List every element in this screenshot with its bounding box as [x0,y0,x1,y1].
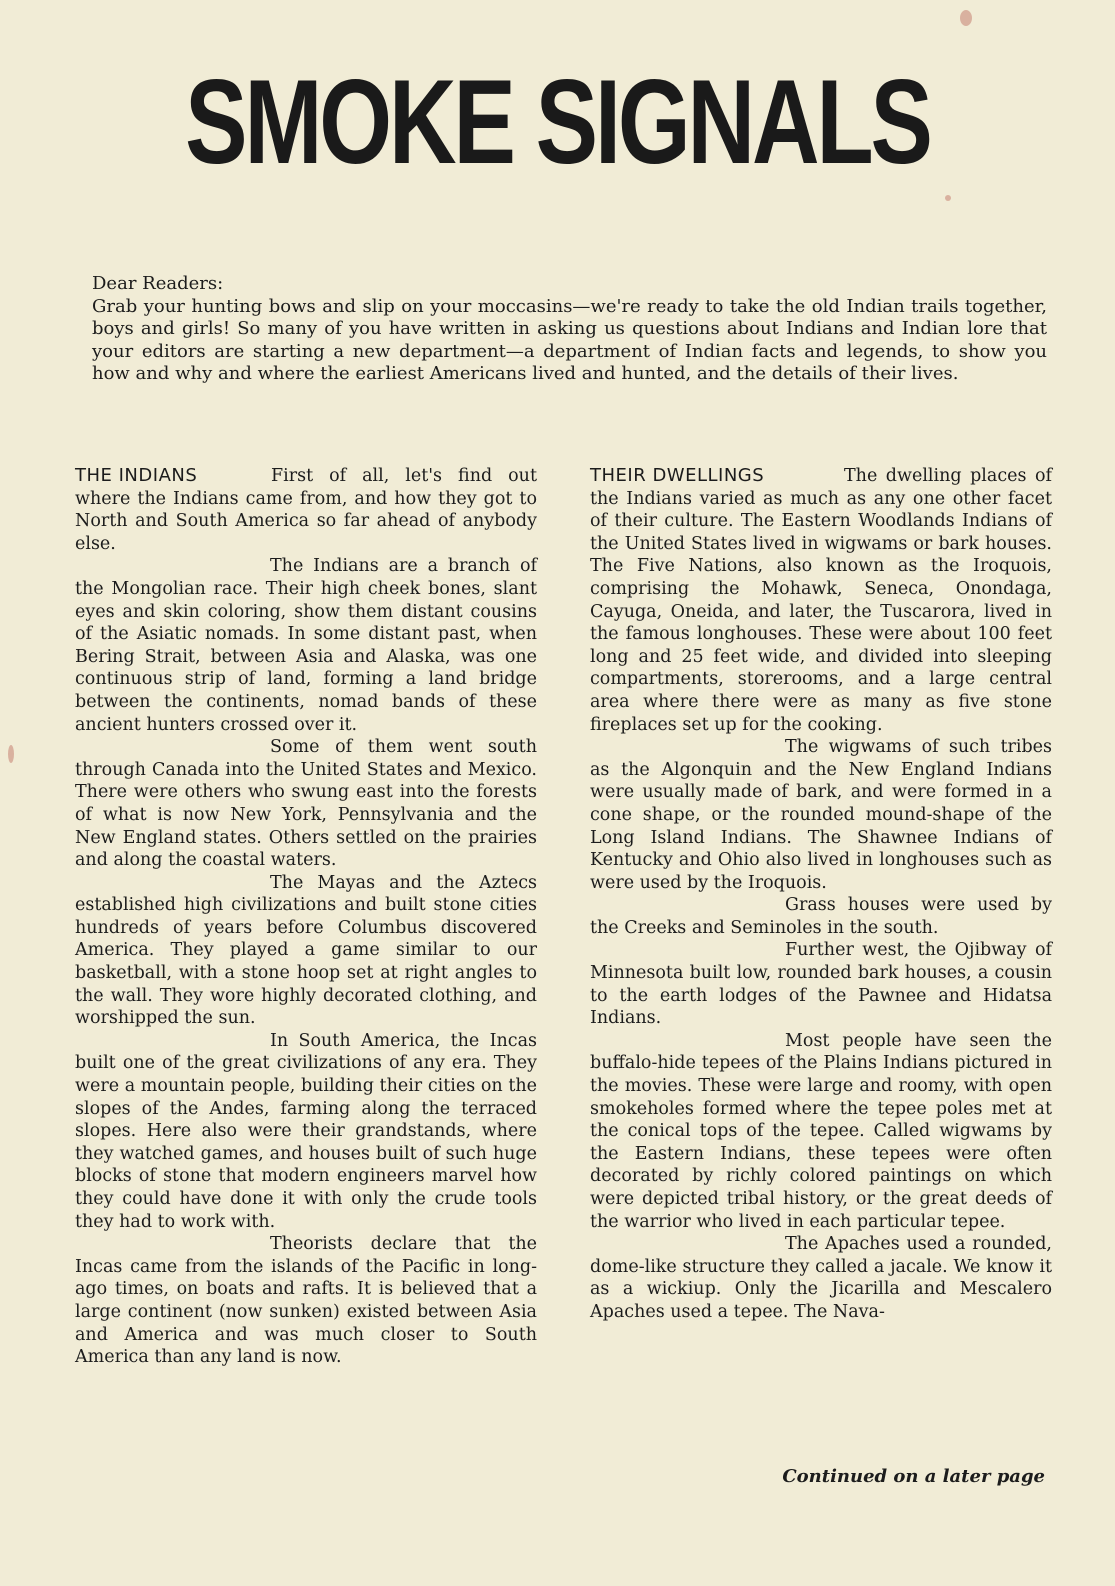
paragraph: Further west, the Ojibway of Minnesota built low, rounded bark houses, a cousin to the earth lodges of the Pawnee and Hidatsa Indians. [590,940,1052,1029]
section-heading-dwellings: THEIR DWELLINGS [590,465,765,486]
paragraph: The Mayas and the Aztecs established high civilizations and built stone cities hundreds of years before Columbus discovered America. They played a game similar to our basketball, with a stone hoop set at right angles to the wall. They wore highly decorated clothing, and worshipped the sun. [75,872,537,1029]
page-title: SMOKE SIGNALS [185,55,930,189]
paragraph: The Indians are a branch of the Mongolian race. Their high cheek bones, slant eyes and skin coloring, show them distant cousins of the Asiatic nomads. In some distant past, when Bering Strait, between Asia and Alaska, was one continuous strip of land, forming a land bridge between the continents, nomad bands of these ancient hunters crossed over it. [75,556,537,735]
intro-letter [92,273,1047,386]
paragraph: Some of them went south through Canada into the United States and Mexico. There were others who swung east into the forests of what is now New York, Pennsylvania and the New England states. Others settled on the prairies and along the coastal waters. [75,737,537,871]
print-speck [945,195,951,201]
paragraph: The wigwams of such tribes as the Algonquin and the New England Indians were usually made of bark, and were formed in a cone shape, or the rounded mound-shape of the Long Island Indians. The Shawnee Indians of Kentucky and Ohio also lived in longhouses such as were used by the Iroquois. [590,737,1052,893]
salutation: Dear Readers: [92,273,224,294]
paragraph: Theorists declare that the Incas came from the islands of the Pacific in long-ago times, on boats and rafts. It is believed that a large continent (now sunken) existed between Asia and America and was much closer to South America than any land is now. [75,1234,537,1368]
intro-body: Grab your hunting bows and slip on your moccasins—we're ready to take the old Indian trails together, boys and girls! So many of you have written in asking us questions about Indians and Indian lore that your editors are starting a new department—a department of Indian facts and legends, to show you how and why and where the earliest Americans lived and hunted, and the details of their lives. [92,295,1047,384]
paragraph: Most people have seen the buffalo-hide tepees of the Plains Indians pictured in the movies. These were large and roomy, with open smokeholes formed where the tepee poles met at the conical tops of the tepee. Called wigwams by the Eastern Indians, these tepees were often decorated by richly colored paintings on which were depicted tribal history, or the great deeds of the warrior who lived in each particular tepee. [590,1030,1052,1232]
paragraph: Grass houses were used by the Creeks and Seminoles in the south. [590,895,1052,938]
paragraph: First of all, let's find out where the Indians came from, and how they got to North and South America so far ahead of anybody else. [75,466,537,554]
section-heading-indians: THE INDIANS [75,465,198,486]
left-column [75,465,537,1369]
paragraph: In South America, the Incas built one of the great civilizations of any era. They were a mountain people, building their cities on the slopes of the Andes, farming along the terraced slopes. Here also were their grandstands, where they watched games, and houses built of such huge blocks of stone that modern engineers marvel how they could have done it with only the crude tools they had to work with. [75,1030,537,1232]
print-speck [8,745,14,763]
right-column [590,465,1052,1324]
paragraph: The dwelling places of the Indians varied as much as any one other facet of their culture. The Eastern Woodlands Indians of the United States lived in wigwams or bark houses. The Five Nations, also known as the Iroquois, comprising the Mohawk, Seneca, Onondaga, Cayuga, Oneida, and later, the Tuscarora, lived in the famous longhouses. These were about 100 feet long and 25 feet wide, and divided into sleeping compartments, storerooms, and a large central area where there were as many as five stone fireplaces set up for the cooking. [590,466,1052,735]
print-speck [960,10,972,26]
paragraph: The Apaches used a rounded, dome-like structure they called a jacale. We know it as a wickiup. Only the Jicarilla and Mescalero Apaches used a tepee. The Nava- [590,1234,1052,1322]
continued-note: Continued on a later page [782,1466,1045,1487]
